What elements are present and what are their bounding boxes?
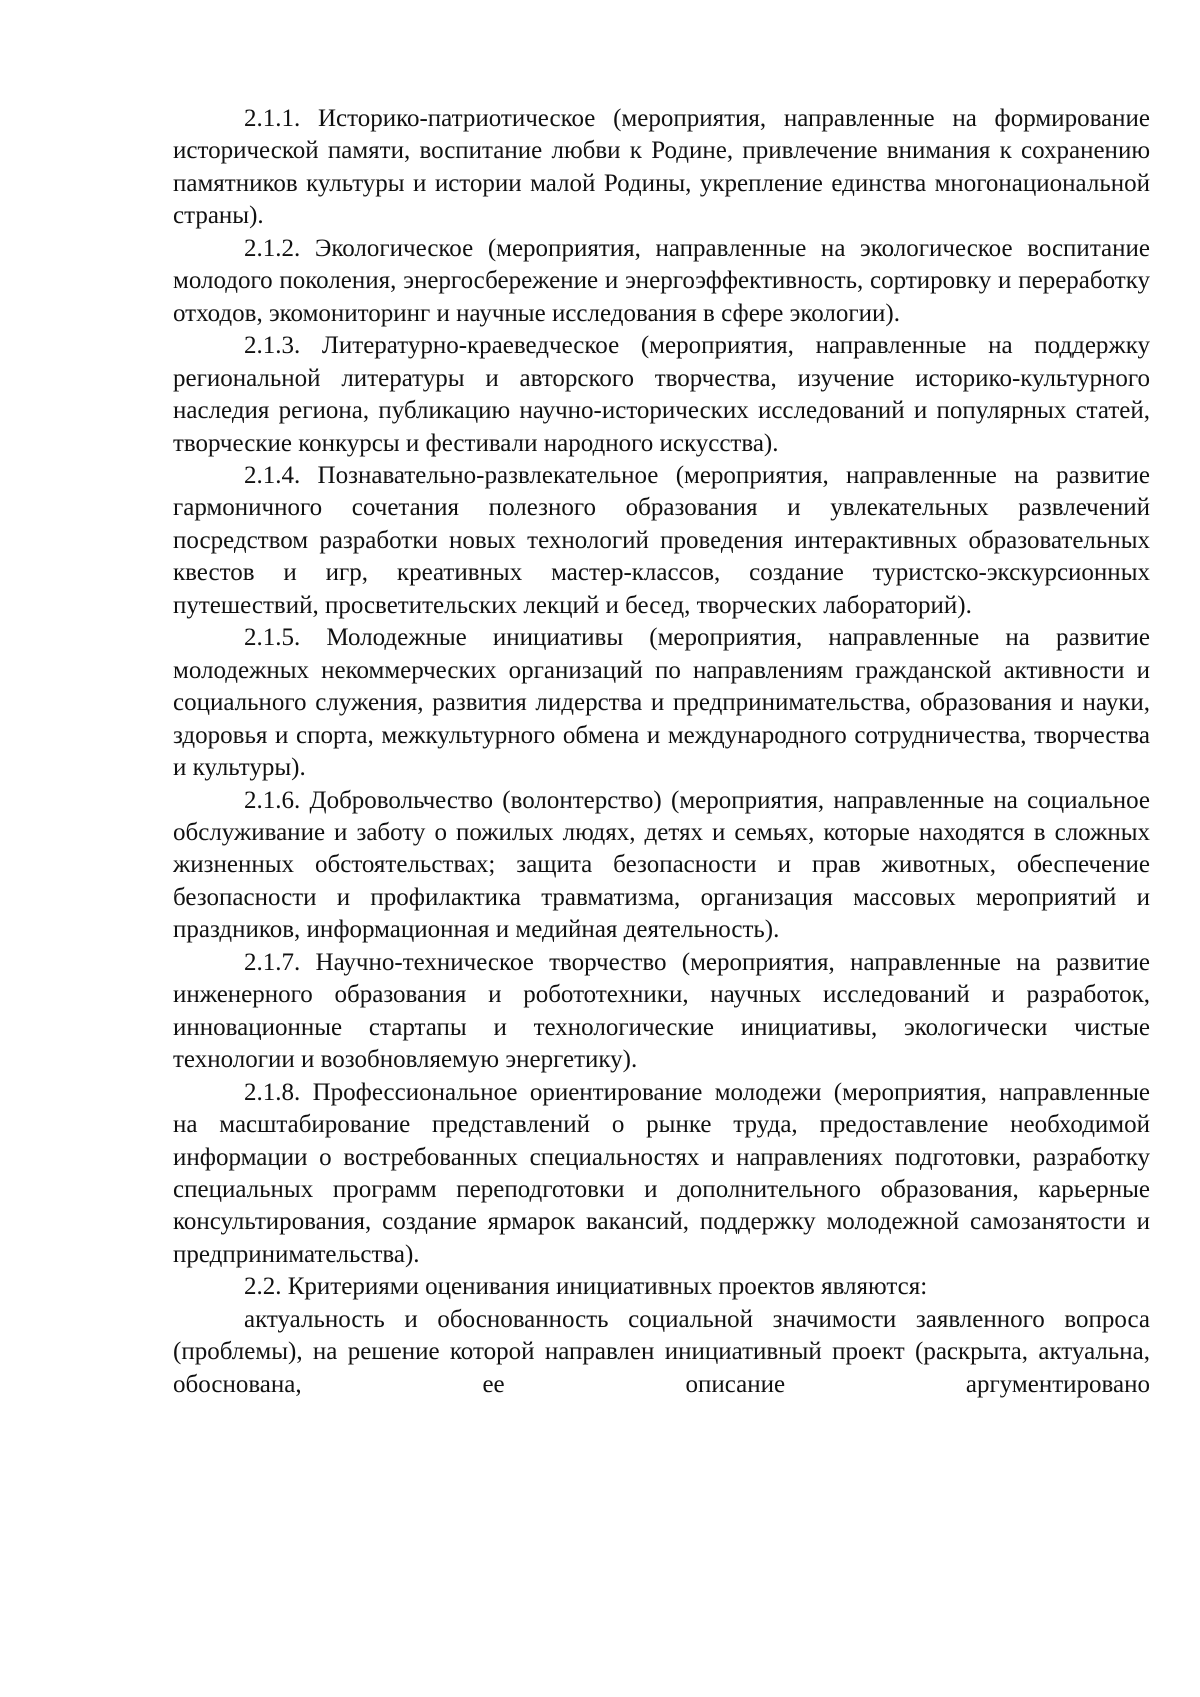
paragraph-2-1-4: 2.1.4. Познавательно-развлекательное (мероприятия, направленные на развитие гармоничного сочетания полезного образования и увлекательных развлечений посредством разработки новых технологий проведения интерактивных образовательных квестов и игр, креативных мастер-классов, создание туристско-экскурсионных путешествий, просветительских лекций и бесед, творческих лабораторий). [173,461,1150,619]
paragraph-2-1-1: 2.1.1. Историко-патриотическое (мероприятия, направленные на формирование исторической памяти, воспитание любви к Родине, привлечение внимания к сохранению памятников культуры и истории малой Родины, укрепление единства многонациональной страны). [173,105,1150,230]
paragraph-2-1-3: 2.1.3. Литературно-краеведческое (мероприятия, направленные на поддержку региональной литературы и авторского творчества, изучение историко-культурного наследия региона, публикацию научно-исторических исследований и популярных статей, творческие конкурсы и фестивали народного искусства). [173,332,1150,457]
paragraph-criteria-item: актуальность и обоснованность социальной значимости заявленного вопроса (проблемы), на решение которой направлен инициативный проект (раскрыта, актуальна, обоснована, ее описание аргументировано [173,1305,1150,1398]
paragraph-2-1-8: 2.1.8. Профессиональное ориентирование молодежи (мероприятия, направленные на масштабирование представлений о рынке труда, предоставление необходимой информации о востребованных специальностях и направлениях подготовки, разработку специальных программ переподготовки и дополнительного образования, карьерные консультирования, создание ярмарок вакансий, поддержку молодежной самозанятости и предпринимательства). [173,1078,1150,1268]
paragraph-2-1-2: 2.1.2. Экологическое (мероприятия, направленные на экологическое воспитание молодого поколения, энергосбережение и энергоэффективность, сортировку и переработку отходов, экомониторинг и научные исследования в сфере экологии). [173,234,1150,327]
document-page [173,103,1150,1401]
paragraph-2-2: 2.2. Критериями оценивания инициативных проектов являются: [244,1273,928,1301]
paragraph-2-1-5: 2.1.5. Молодежные инициативы (мероприятия, направленные на развитие молодежных некоммерческих организаций по направлениям гражданской активности и социального служения, развития лидерства и предпринимательства, образования и науки, здоровья и спорта, межкультурного обмена и международного сотрудничества, творчества и культуры). [173,624,1150,782]
paragraph-2-1-7: 2.1.7. Научно-техническое творчество (мероприятия, направленные на развитие инженерного образования и робототехники, научных исследований и разработок, инновационные стартапы и технологические инициативы, экологически чистые технологии и возобновляемую энергетику). [173,948,1150,1074]
paragraph-2-1-6: 2.1.6. Добровольчество (волонтерство) (мероприятия, направленные на социальное обслуживание и заботу о пожилых людях, детях и семьях, которые находятся в сложных жизненных обстоятельствах; защита безопасности и прав животных, обеспечение безопасности и профилактика травматизма, организация массовых мероприятий и праздников, информационная и медийная деятельность). [173,786,1150,944]
